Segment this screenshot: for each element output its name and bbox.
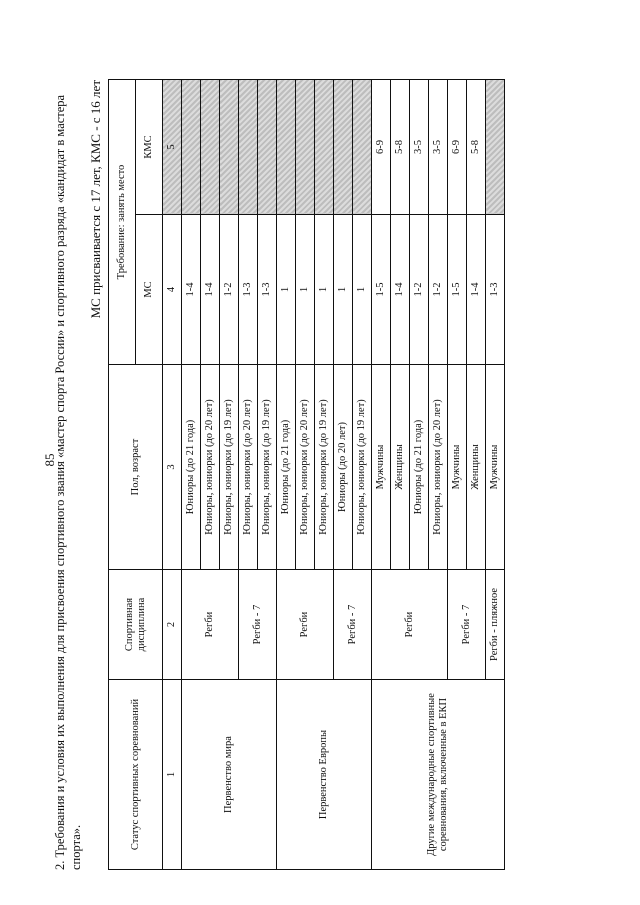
group-cell: Юниоры, юниорки (до 19 лет) [315,365,334,570]
kms-cell: 3-5 [410,80,429,215]
table-header-row [109,80,136,870]
header-kms: КМС [136,80,163,215]
table-row [277,80,296,870]
kms-cell [182,80,201,215]
group-cell: Женщины [467,365,486,570]
group-cell: Мужчины [372,365,391,570]
table-row [372,80,391,870]
group-cell: Юниоры (до 21 года) [182,365,201,570]
discipline-cell: Регби - 7 [448,570,486,680]
ms-cell: 1-3 [486,215,505,365]
ms-cell: 1-5 [372,215,391,365]
ms-cell: 1-2 [429,215,448,365]
age-requirement-note: МС присваивается с 17 лет, КМС - с 16 лет [88,80,103,319]
kms-cell [201,80,220,215]
ms-cell: 1 [296,215,315,365]
group-cell: Юниоры, юниорки (до 20 лет) [429,365,448,570]
discipline-cell: Регби - 7 [239,570,277,680]
header-gender-age: Пол, возраст [109,365,163,570]
status-cell: Первенство мира [182,680,277,870]
group-cell: Мужчины [486,365,505,570]
group-cell: Юниоры, юниорки (до 20 лет) [201,365,220,570]
discipline-cell: Регби - пляжное [486,570,505,680]
discipline-cell: Регби - 7 [334,570,372,680]
col-number: 5 [163,80,182,215]
col-number: 4 [163,215,182,365]
ms-cell: 1 [277,215,296,365]
kms-cell: 3-5 [429,80,448,215]
col-number: 2 [163,570,182,680]
ms-cell: 1-4 [467,215,486,365]
requirements-table [108,79,505,870]
section-heading: 2. Требования и условия их выполнения для присвоения спортивного звания «мастер спорта России» и спортивного разряда «кандидат в мастера спорта». [53,94,83,870]
header-ms: МС [136,215,163,365]
group-cell: Женщины [391,365,410,570]
kms-cell [239,80,258,215]
ms-cell: 1-3 [239,215,258,365]
kms-cell [315,80,334,215]
ms-cell: 1-4 [182,215,201,365]
status-cell: Первенство Европы [277,680,372,870]
kms-cell: 6-9 [448,80,467,215]
ms-cell: 1-2 [410,215,429,365]
table-row [182,80,201,870]
ms-cell: 1-4 [391,215,410,365]
group-cell: Юниоры, юниорки (до 19 лет) [220,365,239,570]
col-number: 1 [163,680,182,870]
discipline-cell: Регби [277,570,334,680]
header-status: Статус спортивных соревнований [109,680,163,870]
group-cell: Юниоры, юниорки (до 20 лет) [239,365,258,570]
discipline-cell: Регби [372,570,448,680]
status-cell: Другие международные спортивные соревнования, включенные в ЕКП [372,680,505,870]
kms-cell [486,80,505,215]
ms-cell: 1-2 [220,215,239,365]
kms-cell [220,80,239,215]
kms-cell [277,80,296,215]
ms-cell: 1 [353,215,372,365]
kms-cell: 5-8 [467,80,486,215]
kms-cell [258,80,277,215]
group-cell: Юниоры, юниорки (до 19 лет) [258,365,277,570]
discipline-cell: Регби [182,570,239,680]
group-cell: Мужчины [448,365,467,570]
kms-cell [334,80,353,215]
column-number-row [163,80,182,870]
header-discipline: Спортивная дисциплина [109,570,163,680]
kms-cell: 5-8 [391,80,410,215]
group-cell: Юниоры (до 20 лет) [334,365,353,570]
kms-cell: 6-9 [372,80,391,215]
ms-cell: 1 [315,215,334,365]
ms-cell: 1-3 [258,215,277,365]
kms-cell [353,80,372,215]
group-cell: Юниоры (до 21 года) [277,365,296,570]
col-number: 3 [163,365,182,570]
group-cell: Юниоры, юниорки (до 19 лет) [353,365,372,570]
ms-cell: 1-5 [448,215,467,365]
ms-cell: 1-4 [201,215,220,365]
rotated-page [42,40,640,880]
group-cell: Юниоры (до 21 года) [410,365,429,570]
page-number: 85 [42,453,57,467]
kms-cell [296,80,315,215]
group-cell: Юниоры, юниорки (до 20 лет) [296,365,315,570]
ms-cell: 1 [334,215,353,365]
header-requirement: Требование: занять место [109,80,136,365]
